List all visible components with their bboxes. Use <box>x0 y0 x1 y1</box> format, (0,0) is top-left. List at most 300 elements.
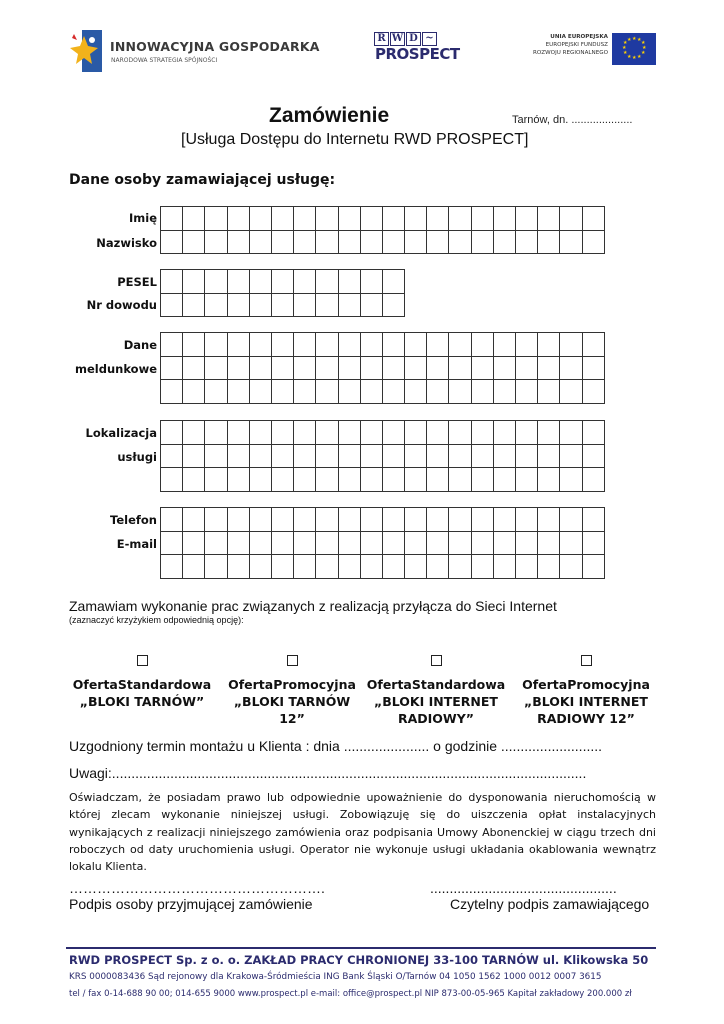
grid-cell[interactable] <box>493 508 515 532</box>
option-line: OfertaStandardowa <box>72 677 212 692</box>
option-line: „BLOKI TARNÓW” <box>79 694 205 709</box>
grid-cell[interactable] <box>161 270 183 294</box>
grid-cell[interactable] <box>294 230 316 254</box>
grid-cell[interactable] <box>183 333 205 357</box>
svg-text:★: ★ <box>622 45 627 51</box>
grid-cell[interactable] <box>294 508 316 532</box>
option-line: „BLOKI TARNÓW <box>233 694 351 709</box>
grid-cell[interactable] <box>471 230 493 254</box>
grid-cell[interactable] <box>338 270 360 294</box>
innowacyjna-gospodarka-logo <box>68 26 328 76</box>
grid-cell[interactable] <box>338 508 360 532</box>
grid-cell[interactable] <box>516 421 538 445</box>
grid-cell[interactable] <box>538 555 560 579</box>
svg-text:★: ★ <box>623 50 628 56</box>
grid-cell[interactable] <box>360 356 382 380</box>
grid-cell[interactable] <box>582 380 604 404</box>
grid-location[interactable] <box>160 420 605 492</box>
grid-cell[interactable] <box>582 230 604 254</box>
grid-cell[interactable] <box>471 421 493 445</box>
grid-cell[interactable] <box>183 207 205 231</box>
grid-cell[interactable] <box>183 555 205 579</box>
grid-cell[interactable] <box>205 380 227 404</box>
grid-cell[interactable] <box>227 444 249 468</box>
grid-cell[interactable] <box>382 356 404 380</box>
grid-cell[interactable] <box>205 468 227 492</box>
grid-cell[interactable] <box>249 421 271 445</box>
grid-cell[interactable] <box>271 356 293 380</box>
grid-cell[interactable] <box>338 293 360 317</box>
grid-cell[interactable] <box>338 356 360 380</box>
grid-cell[interactable] <box>316 270 338 294</box>
checkbox[interactable] <box>137 655 148 666</box>
grid-cell[interactable] <box>582 468 604 492</box>
grid-cell[interactable] <box>294 421 316 445</box>
grid-cell[interactable] <box>338 444 360 468</box>
grid-cell[interactable] <box>338 380 360 404</box>
grid-cell[interactable] <box>538 333 560 357</box>
grid-cell[interactable] <box>449 380 471 404</box>
grid-cell[interactable] <box>161 468 183 492</box>
grid-cell[interactable] <box>382 508 404 532</box>
grid-cell[interactable] <box>471 555 493 579</box>
rwd-letter: D <box>406 32 421 46</box>
grid-cell[interactable] <box>493 333 515 357</box>
grid-cell[interactable] <box>338 207 360 231</box>
grid-cell[interactable] <box>227 270 249 294</box>
svg-text:★: ★ <box>637 54 642 60</box>
option-line: „BLOKI INTERNET <box>524 694 648 709</box>
grid-cell[interactable] <box>161 444 183 468</box>
grid-cell[interactable] <box>271 531 293 555</box>
grid-cell[interactable] <box>205 293 227 317</box>
grid-cell[interactable] <box>493 207 515 231</box>
grid-cell[interactable] <box>538 508 560 532</box>
grid-cell[interactable] <box>183 230 205 254</box>
grid-cell[interactable] <box>161 555 183 579</box>
termin-line[interactable]: Uzgodniony termin montażu u Klienta : dnia ...................... o godzinie .......................... <box>69 738 603 754</box>
grid-cell[interactable] <box>560 531 582 555</box>
grid-cell[interactable] <box>560 468 582 492</box>
grid-cell[interactable] <box>582 421 604 445</box>
grid-cell[interactable] <box>249 270 271 294</box>
grid-cell[interactable] <box>516 531 538 555</box>
grid-cell[interactable] <box>316 356 338 380</box>
grid-cell[interactable] <box>294 555 316 579</box>
grid-cell[interactable] <box>560 230 582 254</box>
grid-cell[interactable] <box>427 333 449 357</box>
grid-cell[interactable] <box>516 230 538 254</box>
grid-cell[interactable] <box>360 421 382 445</box>
svg-text:★: ★ <box>642 45 647 51</box>
grid-cell[interactable] <box>294 444 316 468</box>
uwagi-line[interactable]: Uwagi:.......................................................................................................................... <box>69 765 587 781</box>
label-lokalizacja: Lokalizacja <box>85 426 157 440</box>
grid-cell[interactable] <box>382 421 404 445</box>
grid-cell[interactable] <box>449 230 471 254</box>
grid-cell[interactable] <box>360 508 382 532</box>
grid-cell[interactable] <box>560 555 582 579</box>
grid-cell[interactable] <box>249 356 271 380</box>
grid-cell[interactable] <box>227 333 249 357</box>
grid-cell[interactable] <box>316 555 338 579</box>
grid-cell[interactable] <box>227 356 249 380</box>
grid-cell[interactable] <box>427 356 449 380</box>
grid-cell[interactable] <box>449 356 471 380</box>
grid-cell[interactable] <box>405 555 427 579</box>
grid-cell[interactable] <box>360 293 382 317</box>
grid-cell[interactable] <box>360 531 382 555</box>
checkbox[interactable] <box>581 655 592 666</box>
grid-cell[interactable] <box>183 468 205 492</box>
grid-cell[interactable] <box>271 270 293 294</box>
grid-cell[interactable] <box>449 421 471 445</box>
grid-cell[interactable] <box>360 207 382 231</box>
grid-cell[interactable] <box>560 444 582 468</box>
footer-line3: tel / fax 0-14-688 90 00; 014-655 9000 www.prospect.pl e-mail: office@prospect.pl NIP 873-00-05-965 Kapitał zakładowy 200.000 zł <box>69 989 632 999</box>
grid-cell[interactable] <box>360 230 382 254</box>
grid-cell[interactable] <box>538 207 560 231</box>
grid-cell[interactable] <box>516 468 538 492</box>
grid-cell[interactable] <box>582 207 604 231</box>
grid-cell[interactable] <box>405 333 427 357</box>
grid-cell[interactable] <box>271 468 293 492</box>
grid-cell[interactable] <box>271 333 293 357</box>
grid-cell[interactable] <box>560 356 582 380</box>
signature-right-dots[interactable]: ................................................ <box>430 880 617 896</box>
grid-cell[interactable] <box>205 421 227 445</box>
grid-cell[interactable] <box>582 555 604 579</box>
checkbox[interactable] <box>431 655 442 666</box>
grid-cell[interactable] <box>493 444 515 468</box>
svg-text:★: ★ <box>641 50 646 56</box>
grid-cell[interactable] <box>449 531 471 555</box>
grid-cell[interactable] <box>316 468 338 492</box>
grid-cell[interactable] <box>227 508 249 532</box>
date-field: Tarnów, dn. .................... <box>512 114 633 126</box>
grid-cell[interactable] <box>516 356 538 380</box>
rwd-prospect-name: PROSPECT <box>375 45 460 63</box>
grid-cell[interactable] <box>493 555 515 579</box>
grid-cell[interactable] <box>271 444 293 468</box>
grid-cell[interactable] <box>427 230 449 254</box>
grid-cell[interactable] <box>427 380 449 404</box>
grid-cell[interactable] <box>161 333 183 357</box>
grid-cell[interactable] <box>382 444 404 468</box>
grid-cell[interactable] <box>316 293 338 317</box>
grid-cell[interactable] <box>227 207 249 231</box>
grid-cell[interactable] <box>427 508 449 532</box>
grid-cell[interactable] <box>294 380 316 404</box>
grid-cell[interactable] <box>493 380 515 404</box>
grid-cell[interactable] <box>183 531 205 555</box>
grid-cell[interactable] <box>249 380 271 404</box>
declaration-text: Oświadczam, że posiadam prawo lub odpowiednie upoważnienie do dysponowania nieruchomością w której zlecam wykonanie niniejszej usługi. Zobowiązuję się do uiszczenia opłat instalacyjnych wynikających z realizacji niniejszego zamówienia oraz podpisania Umowy Abonenckiej w ciągu trzech dni roboczych od daty uruchomienia usługi. Operator nie wykonuje usługi układania okablowania wewnątrz lokalu Klienta. <box>69 791 656 874</box>
svg-text:★: ★ <box>627 54 632 60</box>
grid-cell[interactable] <box>249 293 271 317</box>
grid-cell[interactable] <box>405 468 427 492</box>
grid-cell[interactable] <box>183 270 205 294</box>
grid-cell[interactable] <box>538 468 560 492</box>
grid-cell[interactable] <box>249 508 271 532</box>
grid-cell[interactable] <box>560 333 582 357</box>
grid-cell[interactable] <box>538 531 560 555</box>
grid-cell[interactable] <box>360 270 382 294</box>
grid-cell[interactable] <box>227 380 249 404</box>
footer-divider <box>66 947 656 949</box>
grid-cell[interactable] <box>493 468 515 492</box>
grid-cell[interactable] <box>516 333 538 357</box>
grid-cell[interactable] <box>360 555 382 579</box>
grid-cell[interactable] <box>205 333 227 357</box>
grid-cell[interactable] <box>582 508 604 532</box>
grid-cell[interactable] <box>161 421 183 445</box>
logo-subtitle: NARODOWA STRATEGIA SPÓJNOŚCI <box>111 57 218 64</box>
grid-cell[interactable] <box>382 531 404 555</box>
grid-cell[interactable] <box>405 356 427 380</box>
grid-cell[interactable] <box>338 555 360 579</box>
grid-cell[interactable] <box>382 468 404 492</box>
grid-cell[interactable] <box>271 421 293 445</box>
option-line: OfertaPromocyjna <box>228 677 356 692</box>
grid-cell[interactable] <box>449 333 471 357</box>
grid-cell[interactable] <box>161 207 183 231</box>
grid-cell[interactable] <box>249 555 271 579</box>
grid-cell[interactable] <box>360 380 382 404</box>
grid-cell[interactable] <box>382 380 404 404</box>
rwd-prospect-logo <box>374 32 460 68</box>
grid-cell[interactable] <box>183 356 205 380</box>
grid-cell[interactable] <box>205 356 227 380</box>
grid-cell[interactable] <box>294 270 316 294</box>
grid-cell[interactable] <box>582 333 604 357</box>
grid-cell[interactable] <box>449 444 471 468</box>
grid-cell[interactable] <box>249 207 271 231</box>
grid-cell[interactable] <box>183 444 205 468</box>
grid-cell[interactable] <box>449 508 471 532</box>
grid-cell[interactable] <box>493 356 515 380</box>
grid-cell[interactable] <box>360 468 382 492</box>
grid-cell[interactable] <box>582 444 604 468</box>
grid-cell[interactable] <box>183 421 205 445</box>
grid-cell[interactable] <box>271 508 293 532</box>
section-heading: Dane osoby zamawiającej usługę: <box>69 172 336 188</box>
grid-cell[interactable] <box>161 380 183 404</box>
option-line: „BLOKI INTERNET <box>374 694 498 709</box>
grid-cell[interactable] <box>227 468 249 492</box>
grid-cell[interactable] <box>538 421 560 445</box>
grid-cell[interactable] <box>382 207 404 231</box>
grid-cell[interactable] <box>493 531 515 555</box>
grid-cell[interactable] <box>560 508 582 532</box>
rwd-letter: R <box>374 32 389 46</box>
grid-cell[interactable] <box>471 508 493 532</box>
grid-cell[interactable] <box>382 555 404 579</box>
grid-cell[interactable] <box>471 531 493 555</box>
grid-cell[interactable] <box>338 531 360 555</box>
grid-cell[interactable] <box>471 380 493 404</box>
grid-cell[interactable] <box>516 380 538 404</box>
grid-cell[interactable] <box>405 531 427 555</box>
grid-cell[interactable] <box>538 444 560 468</box>
grid-cell[interactable] <box>205 508 227 532</box>
grid-cell[interactable] <box>360 444 382 468</box>
grid-name[interactable] <box>160 206 605 254</box>
grid-cell[interactable] <box>582 531 604 555</box>
grid-cell[interactable] <box>271 230 293 254</box>
grid-cell[interactable] <box>427 531 449 555</box>
grid-cell[interactable] <box>316 230 338 254</box>
eu-line2: EUROPEJSKI FUNDUSZ <box>545 42 608 48</box>
grid-cell[interactable] <box>227 293 249 317</box>
grid-cell[interactable] <box>449 555 471 579</box>
grid-cell[interactable] <box>405 207 427 231</box>
eu-line1: UNIA EUROPEJSKA <box>550 34 608 40</box>
grid-cell[interactable] <box>538 356 560 380</box>
grid-cell[interactable] <box>316 380 338 404</box>
option-standard-tarnow[interactable] <box>72 655 212 710</box>
grid-cell[interactable] <box>449 468 471 492</box>
grid-cell[interactable] <box>205 230 227 254</box>
grid-cell[interactable] <box>271 293 293 317</box>
grid-cell[interactable] <box>316 207 338 231</box>
grid-cell[interactable] <box>249 333 271 357</box>
grid-cell[interactable] <box>471 444 493 468</box>
grid-cell[interactable] <box>316 444 338 468</box>
grid-cell[interactable] <box>161 356 183 380</box>
grid-cell[interactable] <box>471 356 493 380</box>
option-promo-radio[interactable] <box>516 655 656 727</box>
option-line: RADIOWY” <box>397 711 474 726</box>
grid-cell[interactable] <box>316 508 338 532</box>
grid-cell[interactable] <box>316 531 338 555</box>
document-subtitle: [Usługa Dostępu do Internetu RWD PROSPECT] <box>181 131 529 148</box>
grid-cell[interactable] <box>405 380 427 404</box>
grid-cell[interactable] <box>161 508 183 532</box>
grid-cell[interactable] <box>560 380 582 404</box>
grid-cell[interactable] <box>183 380 205 404</box>
label-dane: Dane <box>123 338 157 352</box>
label-imie: Imię <box>128 211 157 225</box>
grid-cell[interactable] <box>516 508 538 532</box>
grid-cell[interactable] <box>249 230 271 254</box>
grid-cell[interactable] <box>471 207 493 231</box>
grid-cell[interactable] <box>405 421 427 445</box>
grid-cell[interactable] <box>205 207 227 231</box>
grid-cell[interactable] <box>493 230 515 254</box>
grid-cell[interactable] <box>294 333 316 357</box>
grid-cell[interactable] <box>360 333 382 357</box>
grid-cell[interactable] <box>294 207 316 231</box>
option-line: OfertaPromocyjna <box>522 677 650 692</box>
option-standard-radio[interactable] <box>366 655 506 727</box>
grid-address[interactable] <box>160 332 605 404</box>
grid-cell[interactable] <box>449 207 471 231</box>
grid-cell[interactable] <box>205 531 227 555</box>
label-telefon: Telefon <box>110 513 157 527</box>
grid-cell[interactable] <box>316 333 338 357</box>
grid-cell[interactable] <box>227 555 249 579</box>
grid-cell[interactable] <box>560 207 582 231</box>
svg-text:★: ★ <box>632 55 637 61</box>
svg-text:★: ★ <box>637 37 642 43</box>
grid-cell[interactable] <box>294 468 316 492</box>
grid-cell[interactable] <box>516 444 538 468</box>
option-line: RADIOWY 12” <box>537 711 635 726</box>
grid-cell[interactable] <box>183 508 205 532</box>
grid-cell[interactable] <box>338 230 360 254</box>
grid-cell[interactable] <box>249 531 271 555</box>
grid-cell[interactable] <box>271 380 293 404</box>
grid-cell[interactable] <box>382 230 404 254</box>
grid-cell[interactable] <box>161 230 183 254</box>
grid-contact[interactable] <box>160 507 605 579</box>
grid-cell[interactable] <box>161 531 183 555</box>
grid-cell[interactable] <box>382 333 404 357</box>
checkbox[interactable] <box>287 655 298 666</box>
grid-cell[interactable] <box>427 555 449 579</box>
grid-cell[interactable] <box>271 555 293 579</box>
grid-cell[interactable] <box>294 293 316 317</box>
grid-cell[interactable] <box>205 555 227 579</box>
grid-cell[interactable] <box>427 468 449 492</box>
grid-pesel[interactable] <box>160 269 405 317</box>
svg-text:★: ★ <box>627 37 632 43</box>
grid-cell[interactable] <box>249 468 271 492</box>
grid-cell[interactable] <box>227 421 249 445</box>
grid-cell[interactable] <box>427 207 449 231</box>
grid-cell[interactable] <box>560 421 582 445</box>
grid-cell[interactable] <box>183 293 205 317</box>
grid-cell[interactable] <box>382 270 404 294</box>
grid-cell[interactable] <box>493 421 515 445</box>
grid-cell[interactable] <box>338 333 360 357</box>
grid-cell[interactable] <box>427 421 449 445</box>
option-promo-tarnow[interactable] <box>222 655 362 727</box>
grid-cell[interactable] <box>294 356 316 380</box>
grid-cell[interactable] <box>405 230 427 254</box>
grid-cell[interactable] <box>382 293 404 317</box>
grid-cell[interactable] <box>471 468 493 492</box>
grid-cell[interactable] <box>582 356 604 380</box>
signature-left-dots[interactable]: ………………………………………………. <box>69 880 325 896</box>
grid-cell[interactable] <box>405 508 427 532</box>
grid-cell[interactable] <box>538 230 560 254</box>
grid-cell[interactable] <box>316 421 338 445</box>
grid-cell[interactable] <box>227 230 249 254</box>
grid-cell[interactable] <box>471 333 493 357</box>
grid-cell[interactable] <box>271 207 293 231</box>
order-text: Zamawiam wykonanie prac związanych z realizacją przyłącza do Sieci Internet <box>69 598 557 614</box>
grid-cell[interactable] <box>427 444 449 468</box>
grid-cell[interactable] <box>294 531 316 555</box>
grid-cell[interactable] <box>338 468 360 492</box>
grid-cell[interactable] <box>338 421 360 445</box>
option-line: OfertaStandardowa <box>366 677 506 692</box>
grid-cell[interactable] <box>516 207 538 231</box>
grid-cell[interactable] <box>405 444 427 468</box>
grid-cell[interactable] <box>205 270 227 294</box>
grid-cell[interactable] <box>538 380 560 404</box>
option-line: 12” <box>279 711 305 726</box>
grid-cell[interactable] <box>205 444 227 468</box>
grid-cell[interactable] <box>161 293 183 317</box>
grid-cell[interactable] <box>227 531 249 555</box>
eu-line3: ROZWOJU REGIONALNEGO <box>533 50 608 56</box>
grid-cell[interactable] <box>249 444 271 468</box>
grid-cell[interactable] <box>516 555 538 579</box>
svg-text:★: ★ <box>632 36 637 42</box>
